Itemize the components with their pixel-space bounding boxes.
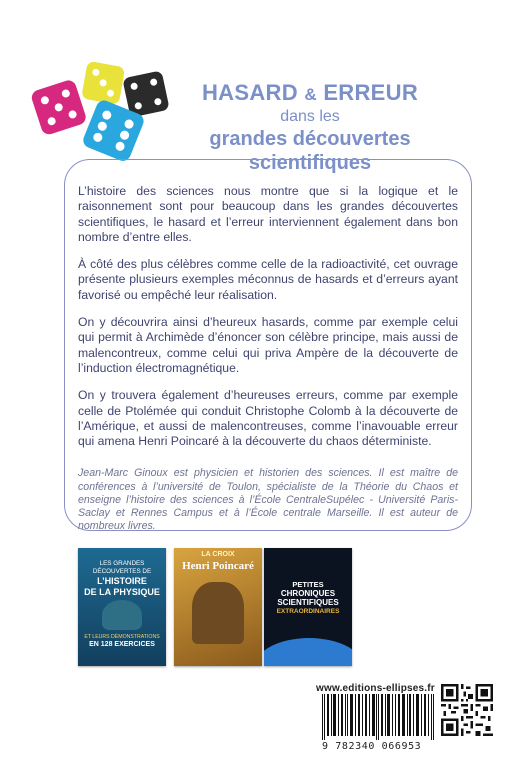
title-line-3: grandes découvertes (209, 128, 411, 150)
author-bio: Jean-Marc Ginoux est physicien et historien des sciences. Il est maître de conférences à l’université de Toulon, spécialiste de la Théorie du Chaos et enseigne l’histoire des sciences à l’École CentraleSupélec - Université Paris-Saclay et Rennes Campus et à l’École centrale Marseille. Il est auteur de nombreux livres. (78, 467, 458, 533)
title-line-1: HASARD & ERREUR (201, 80, 419, 105)
portrait-image (192, 582, 244, 644)
book1-l1: LES GRANDES (99, 560, 145, 567)
title-line-4: scientifiques (248, 152, 372, 174)
book3-l2: CHRONIQUES (280, 589, 336, 598)
portrait-image (102, 600, 142, 630)
paragraph-2: À côté des plus célèbres comme celle de la radioactivité, cet ouvrage présente plusieurs exemples méconnus de hasards et d’erreurs ayant favorisé ou empêché leur réalisation. (78, 257, 458, 302)
book1-l2: DÉCOUVERTES DE (92, 568, 152, 575)
title-line-2: dans les (280, 108, 340, 125)
earth-image (264, 638, 352, 666)
paragraph-3: On y découvrira ainsi d’heureux hasards, comme par exemple celui qui permit à Archimède d’énoncer son célèbre principe, mais aussi de malencontreux, comme celui qui priva Ampère de la découverte de l’induction électromagnétique. (78, 315, 458, 375)
paragraph-1: L’histoire des sciences nous montre que si la logique et le raisonnement sont pour beaucoup dans les grandes découvertes scientifiques, le hasard et l’erreur interviennent également dans bon nombre d’entre elles. (78, 184, 458, 244)
isbn-barcode (320, 694, 436, 740)
book1-l5: ET LEURS DÉMONSTRATIONS (84, 634, 160, 640)
publisher-url[interactable]: www.editions-ellipses.fr (316, 683, 435, 694)
book3-l4: EXTRAORDINAIRES (276, 608, 340, 615)
book3-l3: SCIENTIFIQUES (277, 598, 339, 607)
book3-l1: PETITES (292, 580, 324, 589)
book1-l4: DE LA PHYSIQUE (84, 587, 160, 597)
book2-l1: LA CROIX (201, 551, 235, 558)
related-books (78, 548, 368, 668)
book-cover-poincare[interactable] (174, 548, 262, 666)
book-cover-physique[interactable] (78, 548, 166, 666)
book1-l3: L’HISTOIRE (97, 576, 147, 586)
back-cover-text (78, 184, 458, 545)
book1-l6: EN 128 EXERCICES (89, 641, 155, 648)
isbn-number: 9 782340 066953 (322, 741, 422, 752)
paragraph-4: On y trouvera également d’heureuses erreurs, comme par exemple celle de Ptolémée qui conduit Christophe Colomb à la découverte de l’Amérique, et aussi de malencontreuses, comme l’inavouable erreur qui amena Henri Poincaré à la découverte du chaos déterministe. (78, 388, 458, 449)
book2-l2: Henri Poincaré (182, 560, 254, 572)
book-cover-chroniques[interactable] (264, 548, 352, 666)
yellow-die (81, 61, 125, 105)
dice-illustration (28, 56, 178, 166)
qr-code[interactable] (441, 684, 493, 736)
magenta-die (30, 78, 88, 136)
